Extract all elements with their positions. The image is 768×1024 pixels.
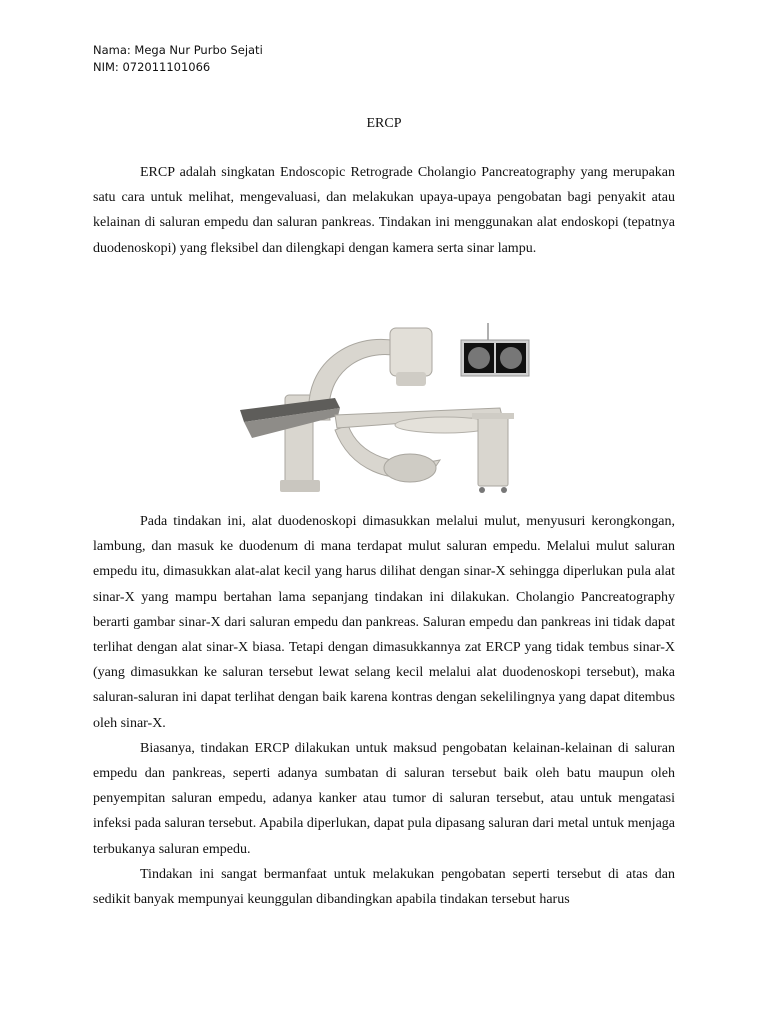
- paragraph-4: Tindakan ini sangat bermanfaat untuk melakukan pengobatan seperti tersebut di atas dan sedikit banyak mempunyai keunggulan dibandingkan apabila tindakan tersebut harus: [93, 866, 675, 908]
- paragraph-2: Pada tindakan ini, alat duodenoskopi dimasukkan melalui mulut, menyusuri kerongkongan, lambung, dan masuk ke duodenum di mana terdapat mulut saluran empedu. Melalui mulut saluran empedu itu, dimasukkan alat-alat kecil yang harus dilihat dengan sinar-X sehingga diperlukan pula alat sinar-X yang mampu bertahan lama sepanjang tindakan ini dilakukan. Cholangio Pancreatography berarti gambar sinar-X dari saluran empedu dan pankreas. Saluran empedu dan pankreas ini tidak dapat terlihat dengan alat sinar-X biasa. Tetapi dengan dimasukkannya zat ERCP yang tidak tembus sinar-X (yang dimasukkan ke saluran tersebut lewat selang kecil melalui alat duodenoskopi tersebut), maka saluran-saluran ini dapat terlihat dengan baik karena kontras dengan sekelilingnya yang dapat ditembus oleh sinar-X.: [93, 514, 675, 731]
- paragraph-3: Biasanya, tindakan ERCP dilakukan untuk maksud pengobatan kelainan-kelainan di saluran empedu dan pankreas, seperti adanya sumbatan di saluran tersebut baik oleh batu maupun oleh penyempitan saluran empedu, adanya kanker atau tumor di saluran tersebut, atau untuk mengatasi infeksi pada saluran tersebut. Apabila diperlukan, dapat pula dipasang saluran dari metal untuk menjaga terbukanya saluran empedu.: [93, 740, 675, 857]
- document-title: ERCP: [366, 116, 402, 131]
- ercp-equipment-image: [240, 320, 530, 500]
- paragraph-1: ERCP adalah singkatan Endoscopic Retrograde Cholangio Pancreatography yang merupakan satu cara untuk melihat, mengevaluasi, dan melakukan upaya-upaya pengobatan bagi penyakit atau kelainan di saluran empedu dan saluran pankreas. Tindakan ini menggunakan alat endoskopi (tepatnya duodenoskopi) yang fleksibel dan dilengkapi dengan kamera serta sinar lampu.: [93, 165, 675, 256]
- student-id: NIM: 072011101066: [93, 60, 211, 74]
- intro-section: [93, 160, 675, 261]
- author-header: [93, 42, 263, 76]
- author-name: Nama: Mega Nur Purbo Sejati: [93, 43, 263, 57]
- main-section: [93, 509, 675, 912]
